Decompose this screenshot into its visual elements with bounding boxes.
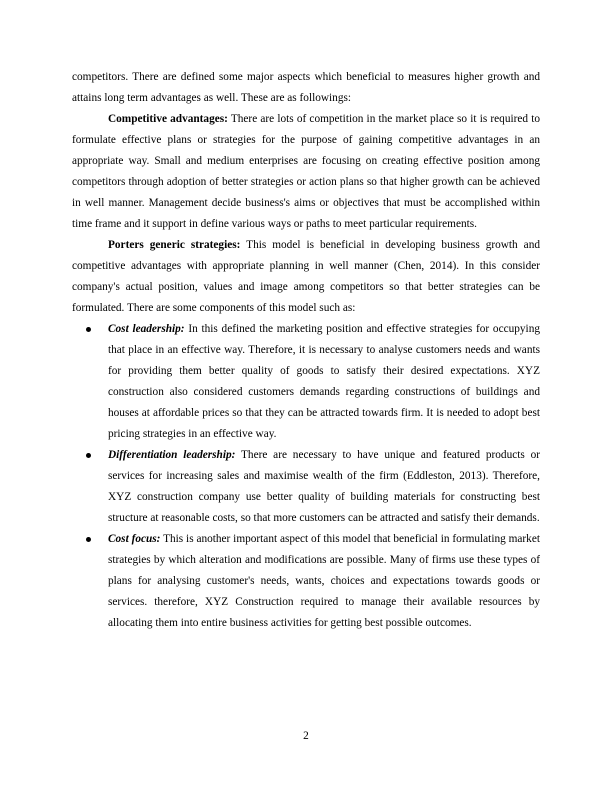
list-item-cost-focus bbox=[72, 529, 540, 634]
bullet-icon bbox=[86, 537, 91, 542]
bullet-icon bbox=[86, 453, 91, 458]
cost-focus-heading: Cost focus: bbox=[108, 533, 161, 545]
differentiation-leadership-heading: Differentiation leadership: bbox=[108, 449, 236, 461]
competitive-advantages-text: There are lots of competition in the market place so it is required to formulate effective plans or strategies for the purpose of gaining competitive advantages in an appropriate way. Small and medium enterprises are focusing on creating effective position among competitors through adoption of better strategies or action plans so that higher growth can be achieved in well manner. Management decide business's aims or objectives that must be accomplished within time frame and it support in define various ways or paths to meet particular requirements. bbox=[72, 113, 540, 230]
cost-focus-text: This is another important aspect of this model that beneficial in formulating market strategies by which alteration and modifications are possible. Many of firms use these types of plans for analysing customer's needs, wants, choices and expectations towards goods or services. therefore, XYZ Construction required to manage their available resources by allocating them into entire business activities for getting best possible outcomes. bbox=[108, 533, 540, 629]
strategy-list bbox=[72, 319, 540, 634]
bullet-icon bbox=[86, 327, 91, 332]
list-item-differentiation-leadership bbox=[72, 445, 540, 529]
differentiation-leadership-text: There are necessary to have unique and featured products or services for increasing sales and maximise wealth of the firm (Eddleston, 2013). Therefore, XYZ construction company use better quality of building materials for constructing best structure at reasonable costs, so that more customers can be attracted and satisfy their demands. bbox=[108, 449, 541, 524]
intro-paragraph: competitors. There are defined some major aspects which beneficial to measures higher growth and attains long term advantages as well. These are as followings: bbox=[72, 71, 540, 104]
cost-leadership-heading: Cost leadership: bbox=[108, 323, 185, 335]
porters-strategies-text: This model is beneficial in developing business growth and competitive advantages with appropriate planning in well manner (Chen, 2014). In this consider company's actual position, values and image among competitors so that better strategies can be formulated. There are some components of this model such as: bbox=[72, 239, 540, 314]
porters-strategies-heading: Porters generic strategies: bbox=[108, 239, 241, 251]
competitive-advantages-heading: Competitive advantages: bbox=[108, 113, 228, 125]
list-item-cost-leadership bbox=[72, 319, 540, 445]
porters-strategies-paragraph bbox=[72, 235, 540, 319]
document-body bbox=[72, 67, 540, 634]
cost-leadership-text: In this defined the marketing position and effective strategies for occupying that place in an effective way. Therefore, it is necessary to analyse customers needs and wants for providing them better quality of goods to satisfy their desired expectations. XYZ construction also considered customers demands regarding constructions of buildings and houses at affordable prices so that they can be attracted towards firm. It is needed to adopt best pricing strategies in an effective way. bbox=[108, 323, 540, 440]
competitive-advantages-paragraph bbox=[72, 109, 540, 235]
page-number: 2 bbox=[303, 730, 309, 742]
